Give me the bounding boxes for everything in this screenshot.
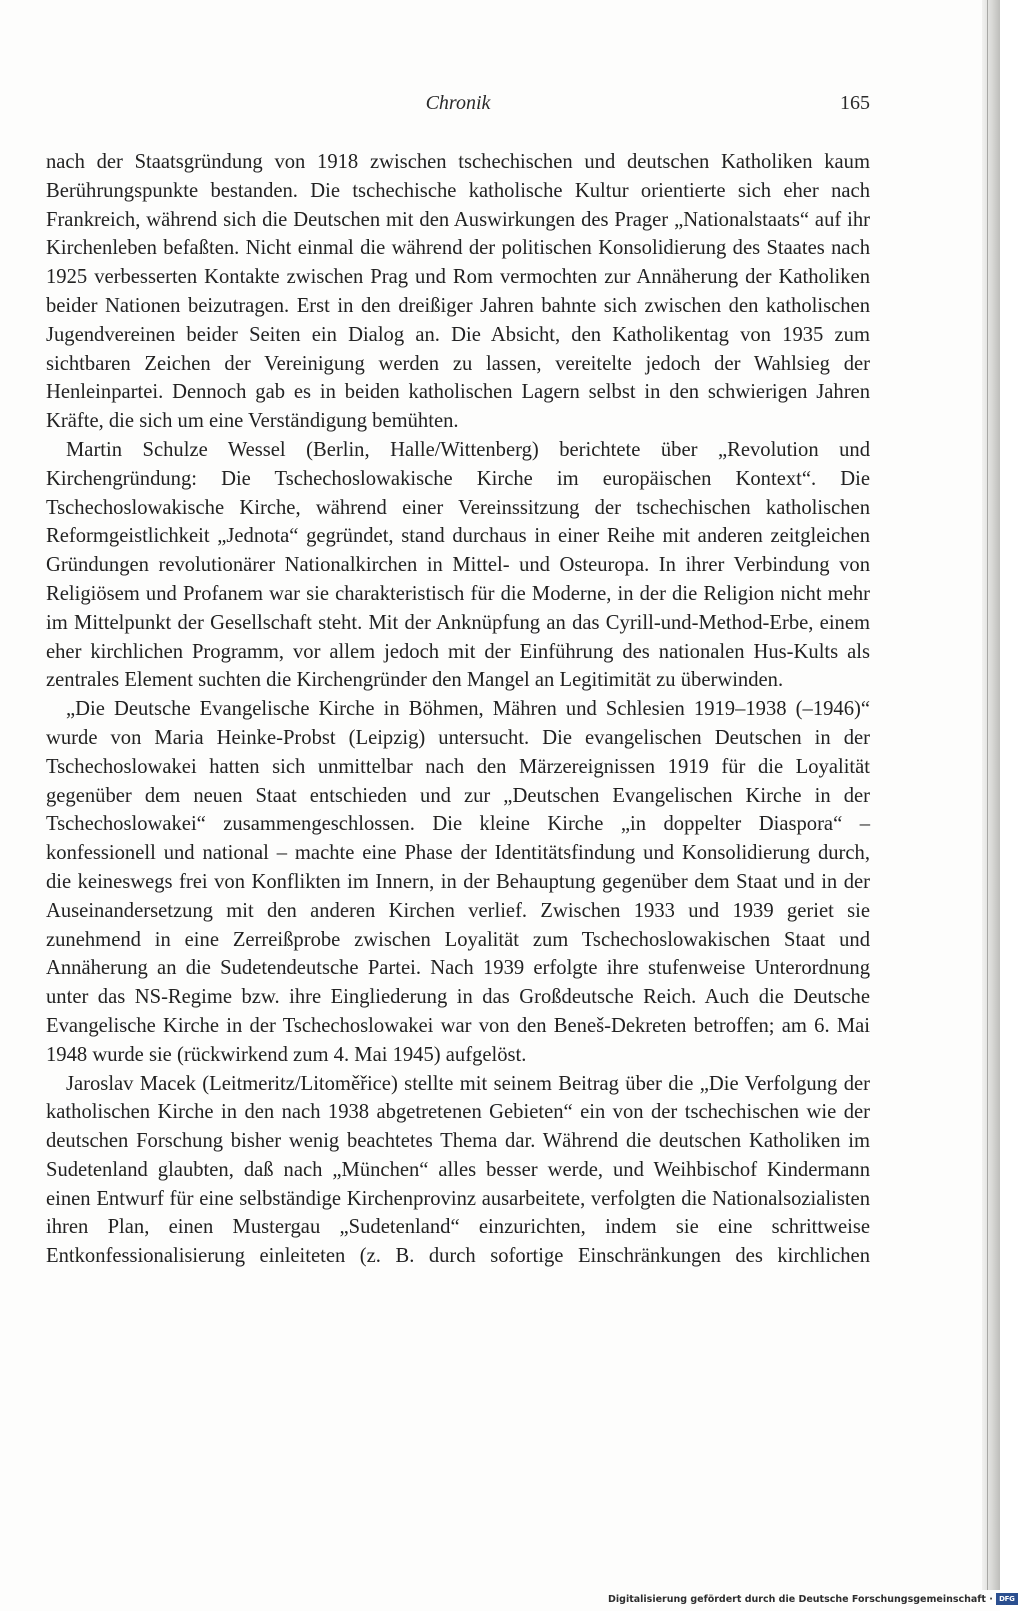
running-title: Chronik	[425, 92, 491, 114]
credit-text: Digitalisierung gefördert durch die Deutsche Forschungsgemeinschaft ·	[608, 1593, 993, 1605]
page-binding-edge	[982, 0, 1000, 1590]
page-edge-shadow	[987, 0, 988, 1590]
dfg-logo: DFG	[996, 1593, 1018, 1605]
running-header	[46, 92, 870, 122]
paragraph: nach der Staatsgründung von 1918 zwischen tschechischen und deutschen Katholiken kaum Berührungspunkte bestanden. Die tschechische katholische Kultur orientierte sich eher nach Frankreich, während sich die Deutschen mit den Auswirkungen des Prager „Nationalstaats“ auf ihr Kirchenleben befaßten. Nicht einmal die während der politischen Konsolidierung des Staates nach 1925 verbesserten Kontakte zwischen Prag und Rom vermochten zur Annäherung der Katholiken beider Nationen beizutragen. Erst in den dreißiger Jahren bahnte sich zwischen den katholischen Jugendvereinen beider Seiten ein Dialog an. Die Absicht, den Katholikentag von 1935 zum sichtbaren Zeichen der Vereinigung werden zu lassen, vereitelte jedoch der Wahlsieg der Henleinpartei. Dennoch gab es in beiden katholischen Lagern selbst in den schwierigen Jahren Kräfte, die sich um eine Verständigung bemühten.	[46, 151, 870, 433]
paragraph: „Die Deutsche Evangelische Kirche in Böhmen, Mähren und Schlesien 1919–1938 (–1946)“ wurde von Maria Heinke-Probst (Leipzig) untersucht. Die evangelischen Deutschen in der Tschechoslowakei hatten sich unmittelbar nach den Märzereignissen 1919 für die Loyalität gegenüber dem neuen Staat entschieden und zur „Deutschen Evangelischen Kirche in der Tschechoslowakei“ zusammengeschlossen. Die kleine Kirche „in doppelter Diaspora“ – konfessionell und national – machte eine Phase der Identitätsfindung und Konsolidierung durch, die keineswegs frei von Konflikten im Innern, in der Behauptung gegenüber dem Staat und in der Auseinandersetzung mit den anderen Kirchen verlief. Zwischen 1933 und 1939 geriet sie zunehmend in eine Zerreißprobe zwischen Loyalität zum Tschechoslowakischen Staat und Annäherung an die Sudetendeutsche Partei. Nach 1939 erfolgte ihre stufenweise Unterordnung unter das NS-Regime bzw. ihre Eingliederung in das Großdeutsche Reich. Auch die Deutsche Evangelische Kirche in der Tschechoslowakei war von den Beneš-Dekreten betroffen; am 6. Mai 1948 wurde sie (rückwirkend zum 4. Mai 1945) aufgelöst.	[46, 698, 870, 1066]
digitization-credit	[608, 1591, 1018, 1607]
page-number: 165	[840, 92, 870, 114]
body-text	[46, 148, 870, 1271]
paragraph: Jaroslav Macek (Leitmeritz/Litoměřice) stellte mit seinem Beitrag über die „Die Verfolgung der katholischen Kirche in den nach 1938 abgetretenen Gebieten“ ein von der tschechischen wie der deutschen Forschung bisher wenig beachtetes Thema dar. Während die deutschen Katholiken im Sudetenland glaubten, daß nach „München“ alles besser werde, und Weihbischof Kindermann einen Entwurf für eine selbständige Kirchenprovinz ausarbeitete, verfolgten die Nationalsozialisten ihren Plan, einen Mustergau „Sudetenland“ einzurichten, indem sie eine schrittweise Entkonfessionalisierung einleiteten (z. B. durch sofortige Einschränkungen des kirchlichen	[46, 1072, 870, 1268]
paragraph: Martin Schulze Wessel (Berlin, Halle/Wittenberg) berichtete über „Revolution und Kirchengründung: Die Tschechoslowakische Kirche im europäischen Kontext“. Die Tschechoslowakische Kirche, während einer Vereinssitzung der tschechischen katholischen Reformgeistlichkeit „Jednota“ gegründet, stand durchaus in einer Reihe mit anderen zeitgleichen Gründungen revolutionärer Nationalkirchen in Mittel- und Osteuropa. In ihrer Verbindung von Religiösem und Profanem war sie charakteristisch für die Moderne, in der die Religion nicht mehr im Mittelpunkt der Gesellschaft steht. Mit der Anknüpfung an das Cyrill-und-Method-Erbe, einem eher kirchlichen Programm, vor allem jedoch mit der Einführung des nationalen Hus-Kults als zentrales Element suchten die Kirchengründer den Mangel an Legitimität zu überwinden.	[46, 438, 870, 692]
